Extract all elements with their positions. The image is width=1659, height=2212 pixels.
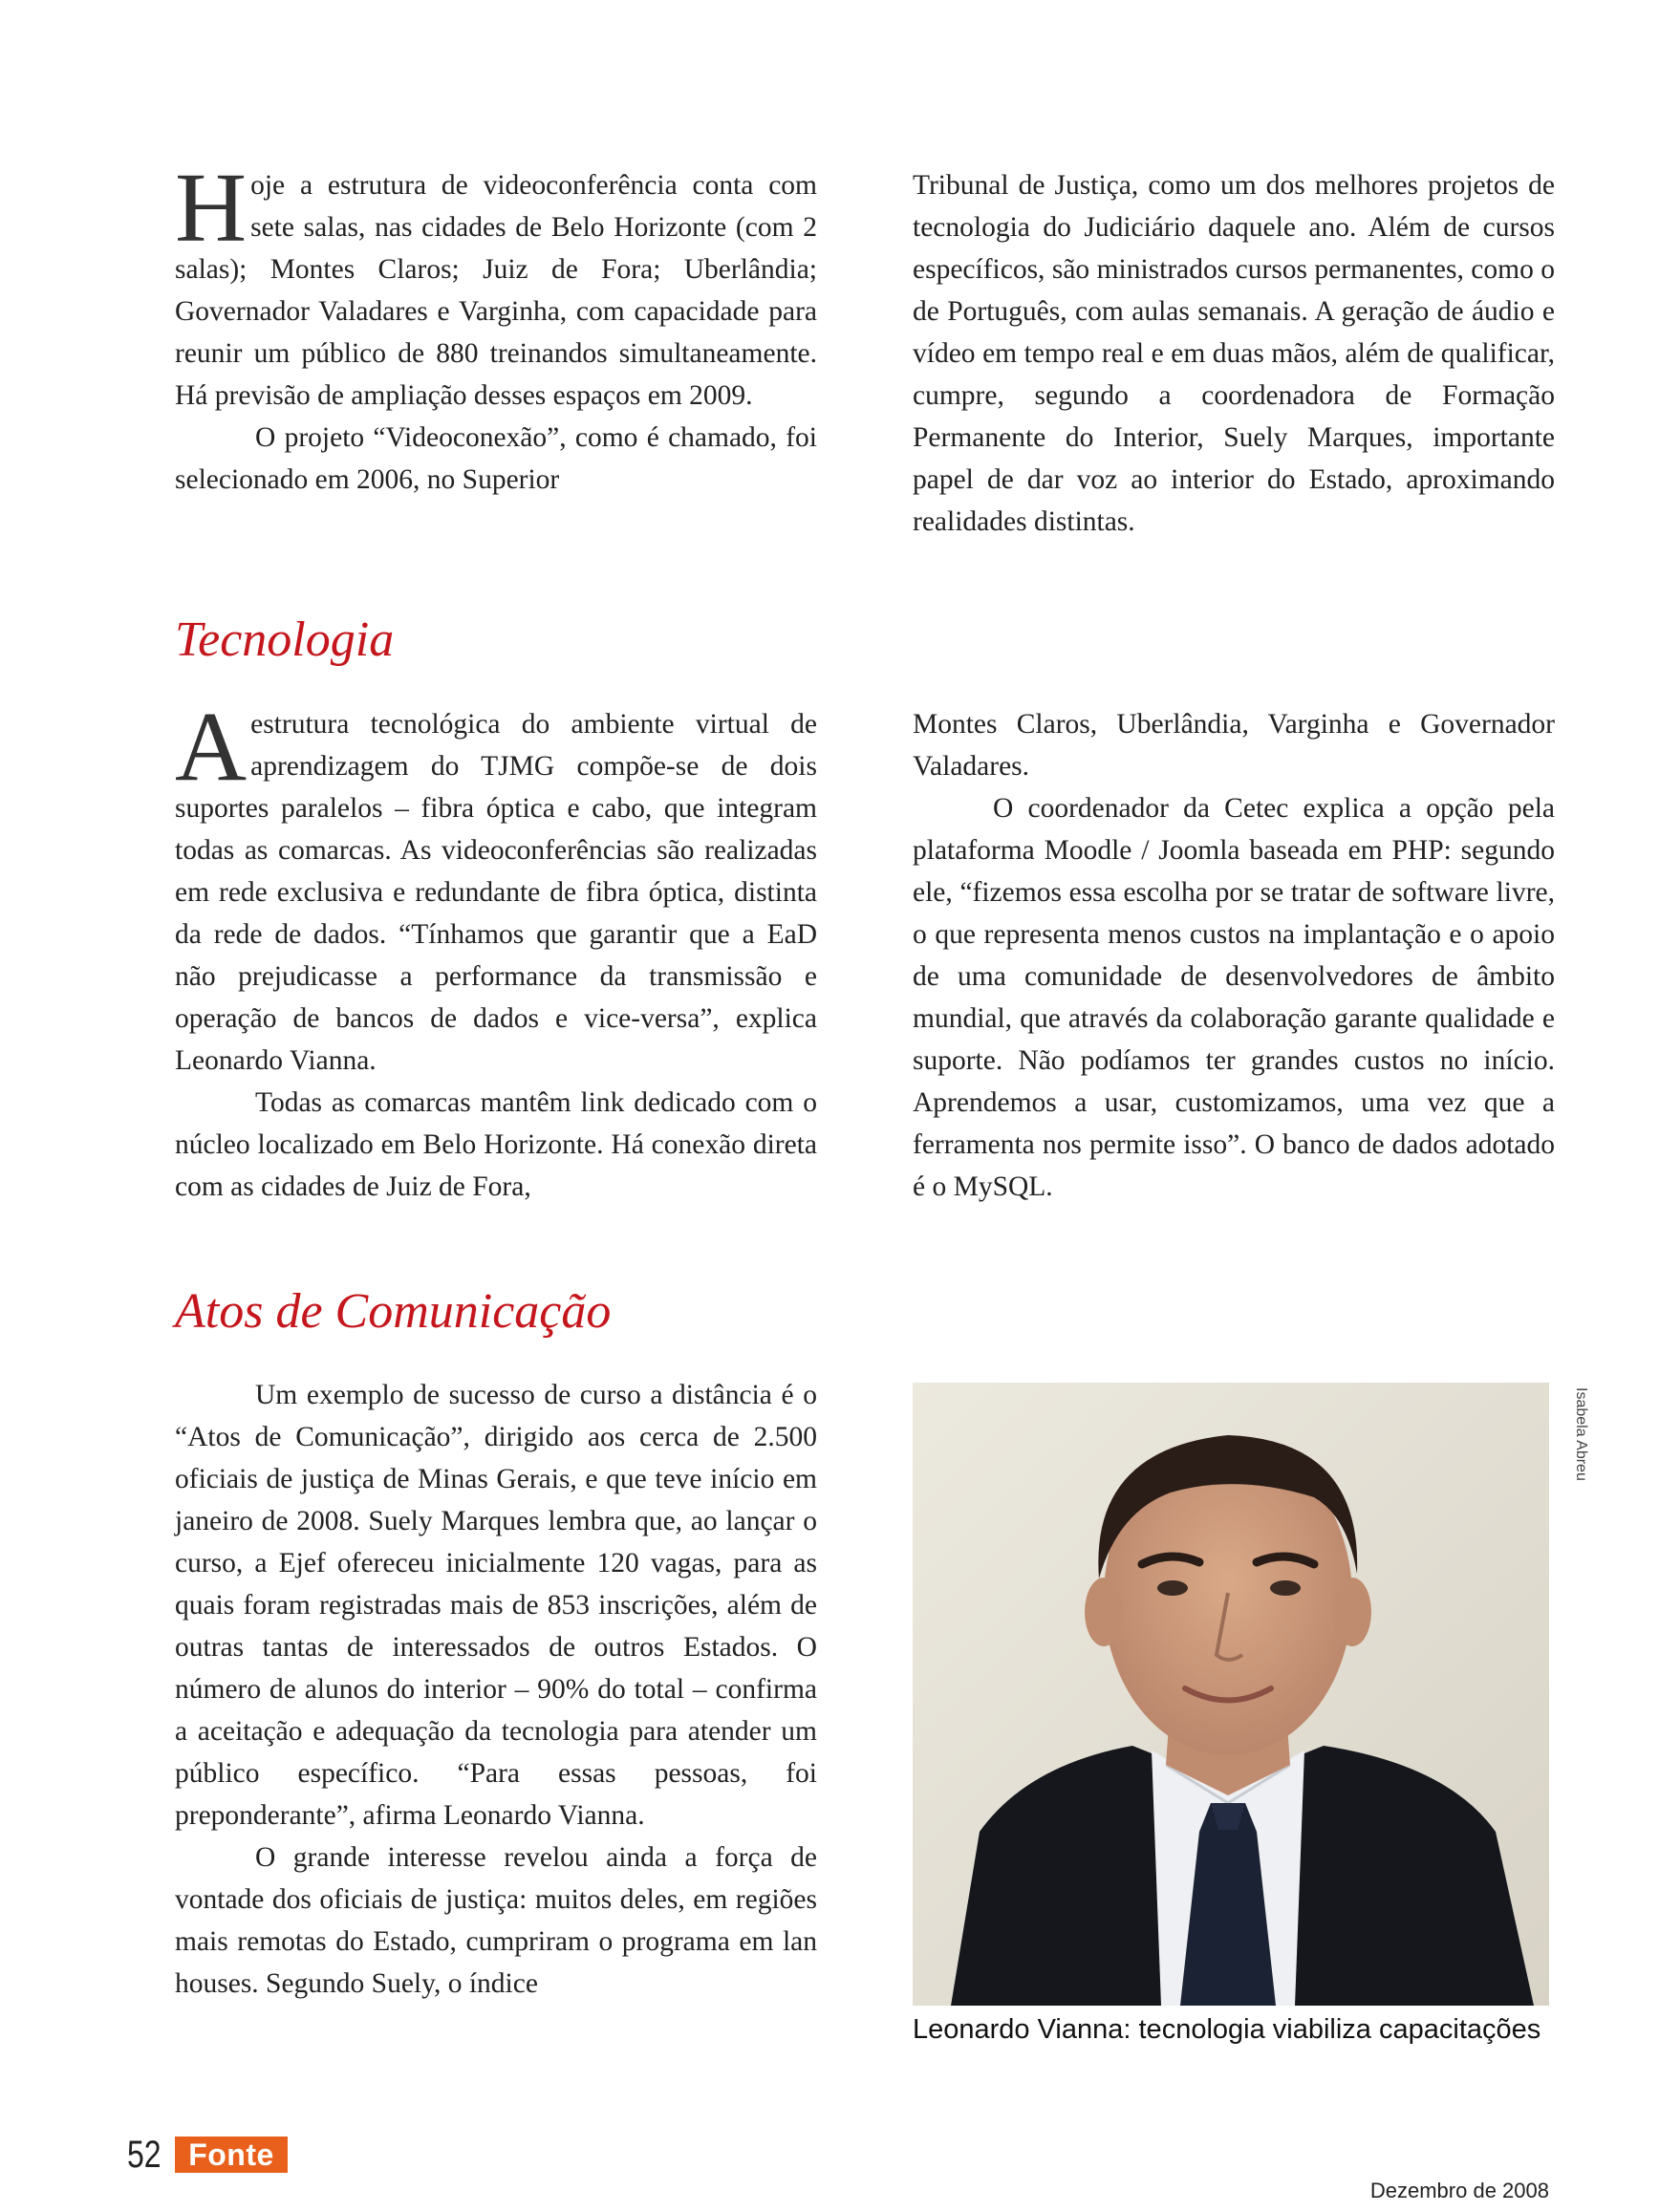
section3-left-column: [175, 1374, 817, 2005]
drop-cap: H: [175, 153, 248, 263]
section1-right-column: [913, 164, 1555, 543]
photo-caption: Leonardo Vianna: tecnologia viabiliza capacitações: [913, 2014, 1541, 2045]
paragraph: Um exemplo de sucesso de curso a distância é o “Atos de Comunicação”, dirigido aos cerca de 2.500 oficiais de justiça de Minas Gerais, e que teve início em janeiro de 2008. Suely Marques lembra que, ao lançar o curso, a Ejef ofereceu inicialmente 120 vagas, para as quais foram registradas mais de 853 inscrições, além de outras tantas de interessados de outros Estados. O número de alunos do interior – 90% do total – confirma a aceitação e adequação da tecnologia para atender um público específico. “Para essas pessoas, foi preponderante”, afirma Leonardo Vianna.: [175, 1380, 817, 1831]
paragraph: Aestrutura tecnológica do ambiente virtual de aprendizagem do TJMG compõe-se de dois suportes paralelos – fibra óptica e cabo, que integram todas as comarcas. As videoconferências são realizadas em rede exclusiva e redundante de fibra óptica, distinta da rede de dados. “Tínhamos que garantir que a EaD não prejudicasse a performance da transmissão e operação de bancos de dados e vice-versa”, explica Leonardo Vianna.: [175, 692, 817, 1076]
magazine-logo: Fonte: [175, 2137, 288, 2173]
section2-left-column: [175, 692, 817, 1208]
section-heading-atos-de-comunicacao: Atos de Comunicação: [175, 1284, 612, 1339]
drop-cap: A: [175, 692, 248, 802]
portrait-photo: [913, 1383, 1549, 2006]
portrait-illustration: [913, 1383, 1549, 2006]
section1-left-column: [175, 153, 817, 501]
paragraph: Montes Claros, Uberlândia, Varginha e Governador Valadares.: [913, 709, 1555, 782]
paragraph: O coordenador da Cetec explica a opção pela plataforma Moodle / Joomla baseada em PHP: segundo ele, “fizemos essa escolha por se tratar de software livre, o que representa menos custos na implantação e o apoio de uma comunidade de desenvolvedores de âmbito mundial, que através da colaboração garante qualidade e suporte. Não podíamos ter grandes custos no início. Aprendemos a usar, customizamos, uma vez que a ferramenta nos permite isso”. O banco de dados adotado é o MySQL.: [913, 793, 1555, 1202]
page-number: 52: [127, 2134, 162, 2176]
paragraph: Todas as comarcas mantêm link dedicado com o núcleo localizado em Belo Horizonte. Há conexão direta com as cidades de Juiz de Fora,: [175, 1087, 817, 1202]
paragraph: O grande interesse revelou ainda a força de vontade dos oficiais de justiça: muitos deles, em regiões mais remotas do Estado, cumpriram o programa em lan houses. Segundo Suely, o índice: [175, 1842, 817, 1999]
issue-date: Dezembro de 2008: [1369, 2179, 1549, 2202]
section2-right-column: [913, 703, 1555, 1208]
paragraph: Hoje a estrutura de videoconferência conta com sete salas, nas cidades de Belo Horizonte (com 2 salas); Montes Claros; Juiz de Fora; Uberlândia; Governador Valadares e Varginha, com capacidade para reunir um público de 880 treinandos simultaneamente. Há previsão de ampliação desses espaços em 2009.: [175, 153, 817, 411]
photo-credit: Isabela Abreu: [1573, 1387, 1589, 1481]
section-heading-tecnologia: Tecnologia: [175, 612, 395, 667]
paragraph: Tribunal de Justiça, como um dos melhores projetos de tecnologia do Judiciário daquele ano. Além de cursos específicos, são ministrados cursos permanentes, como o de Português, com aulas semanais. A geração de áudio e vídeo em tempo real e em duas mãos, além de qualificar, cumpre, segundo a coordenadora de Formação Permanente do Interior, Suely Marques, importante papel de dar voz ao interior do Estado, aproximando realidades distintas.: [913, 170, 1555, 537]
paragraph: O projeto “Videoconexão”, como é chamado, foi selecionado em 2006, no Superior: [175, 422, 817, 495]
